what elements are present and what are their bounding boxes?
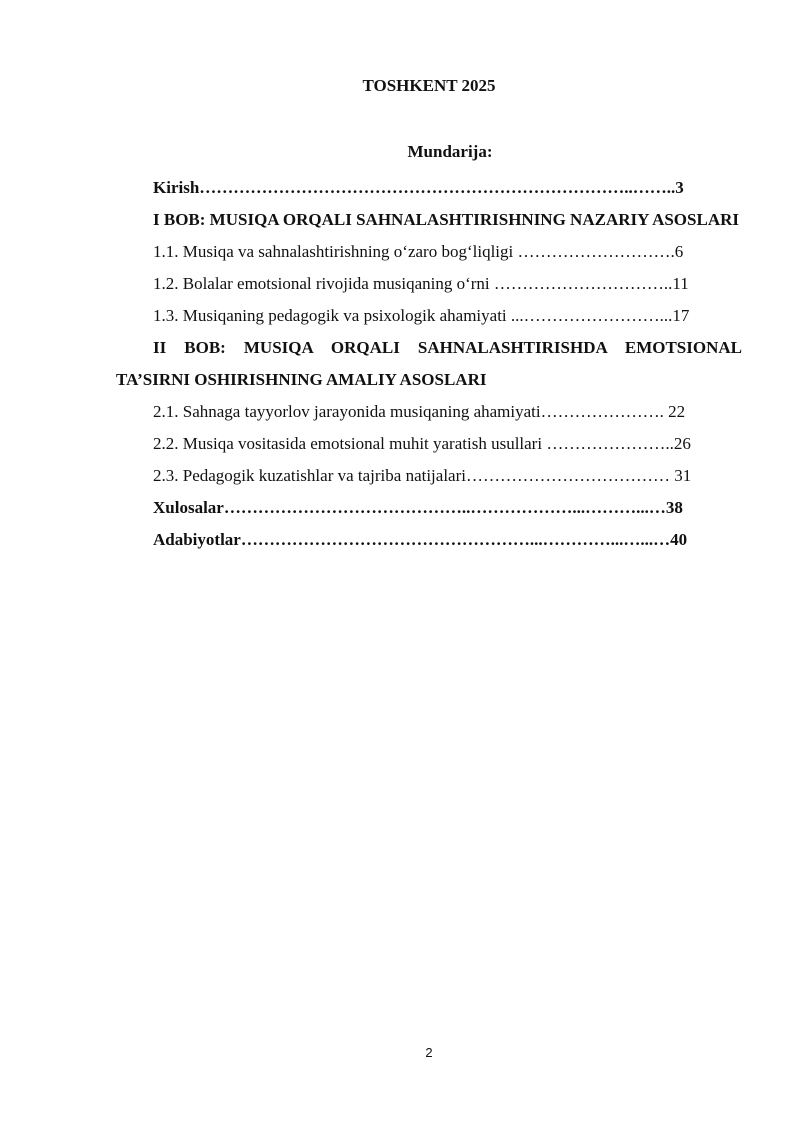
toc-entry-2-2: 2.2. Musiqa vositasida emotsional muhit yaratish usullari …………………..26 — [153, 434, 691, 453]
toc-entry-2-3: 2.3. Pedagogik kuzatishlar va tajriba natijalari……………………………… 31 — [153, 466, 692, 485]
toc-entry-kirish: Kirish…………………………………………………………………..……..3 — [153, 178, 684, 197]
page-number: 2 — [425, 1045, 433, 1060]
toc-entry-1-3: 1.3. Musiqaning pedagogik va psixologik ahamiyati ...……………………...17 — [153, 306, 690, 325]
toc-entry-2-1: 2.1. Sahnaga tayyorlov jarayonida musiqaning ahamiyati…………………. 22 — [153, 402, 686, 421]
toc-entry-1-2: 1.2. Bolalar emotsional rivojida musiqaning o‘rni …………………………..11 — [153, 274, 689, 293]
toc-entry-adabiyotlar: Adabiyotlar……………………………………………...…………...…...…40 — [153, 530, 688, 549]
toc-entry-1-1: 1.1. Musiqa va sahnalashtirishning o‘zaro bog‘liqligi ……………………….6 — [153, 242, 684, 261]
toc-entry-chapter-1: I BOB: MUSIQA ORQALI SAHNALASHTIRISHNING NAZARIY ASOSLARI — [153, 210, 739, 229]
toc-entry-chapter-2: II BOB: MUSIQA ORQALI SAHNALASHTIRISHDA EMOTSIONAL TA’SIRNI OSHIRISHNING AMALIY ASOSLARI — [116, 338, 742, 389]
toc-entry-xulosalar: Xulosalar……………………………………..………………...………...…38 — [153, 498, 683, 517]
toc-title: Mundarija: — [407, 142, 493, 161]
city-year-heading: TOSHKENT 2025 — [362, 76, 496, 95]
table-of-contents — [116, 172, 742, 556]
